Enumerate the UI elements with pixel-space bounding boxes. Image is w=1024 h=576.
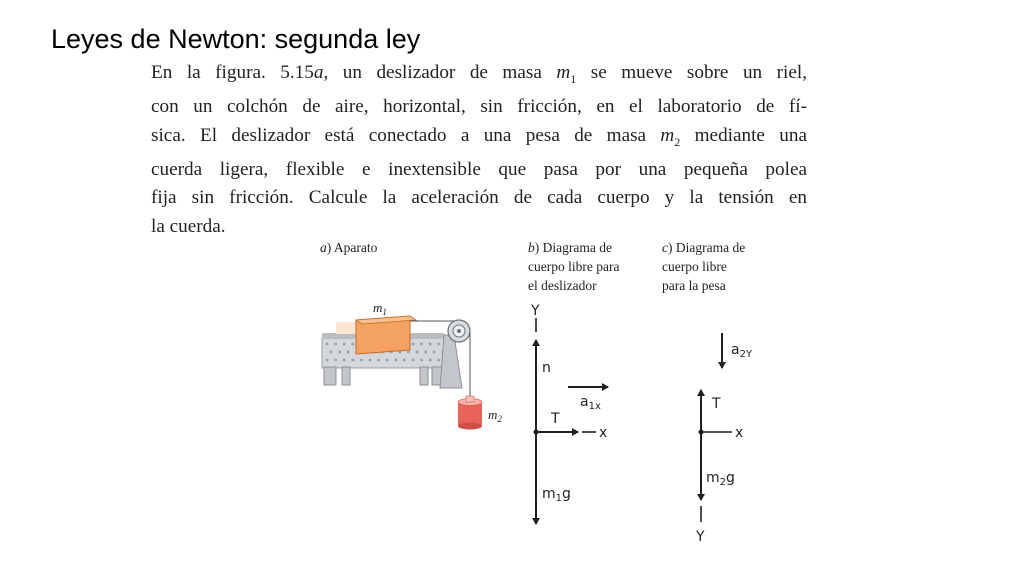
track-hole [412, 343, 415, 346]
hanging-weight [458, 396, 482, 430]
weight-free-body-diagram [695, 333, 753, 545]
track-hole [386, 359, 389, 362]
normal-force-label: n [542, 360, 551, 376]
track-hole [351, 343, 354, 346]
track-hole [326, 359, 329, 362]
problem-line-3: sica. El deslizador está conectado a una pesa de masa $m_2$ mediante una [151, 124, 807, 149]
track-hole [424, 351, 427, 354]
pulley [448, 320, 470, 342]
tension-label-c: T [712, 396, 721, 412]
track-hole [437, 343, 440, 346]
problem-line-6: la cuerda. [151, 215, 226, 237]
pulley-stand [440, 335, 462, 388]
axis-x-label-c: x [735, 425, 744, 441]
track-hole [338, 351, 341, 354]
weight-label-b: $m_1g$ [542, 486, 571, 504]
glider-glow [336, 322, 358, 334]
track-hole [420, 359, 423, 362]
track-hole [334, 359, 337, 362]
m2-label: $m_2$ [488, 407, 502, 424]
track-hole [334, 343, 337, 346]
m1-label: $m_1$ [373, 300, 387, 317]
track-hole [347, 351, 350, 354]
track-hole [403, 359, 406, 362]
track-hole [416, 351, 419, 354]
problem-line-4: cuerda ligera, flexible e inextensible que pasa por una pequeña polea [151, 158, 807, 180]
tension-label-b: T [551, 411, 560, 427]
track-hole [412, 359, 415, 362]
track-hole [343, 359, 346, 362]
problem-line-5: fija sin fricción. Calcule la aceleración de cada cuerpo y la tensión en [151, 187, 807, 209]
track-hole [429, 359, 432, 362]
glider [356, 316, 416, 354]
track-hole [429, 343, 432, 346]
axis-x-label-b: x [599, 425, 608, 441]
weight-label-c: $m_2g$ [706, 470, 735, 488]
axis-y-label-c: Y [696, 529, 705, 545]
track-hole [420, 343, 423, 346]
track-hole [437, 359, 440, 362]
track-hole [360, 359, 363, 362]
acceleration-label-c: $a_{2Y}$ [731, 342, 753, 360]
problem-line-1: En la figura. 5.15a, un deslizador de masa $m_1$ se mueve sobre un riel, [151, 62, 807, 86]
axis-y-label-b: Y [531, 303, 540, 319]
glider-free-body-diagram [530, 303, 608, 524]
track-hole [326, 343, 329, 346]
slide-title: Leyes de Newton: segunda ley [51, 24, 421, 54]
track-hole [351, 359, 354, 362]
track-hole [369, 359, 372, 362]
caption-glider-fbd: b) Diagrama de cuerpo libre para el deslizador [528, 240, 620, 293]
origin-b [534, 430, 539, 435]
track-hole [377, 359, 380, 362]
track-hole [407, 351, 410, 354]
acceleration-label-b: $a_{1x}$ [580, 394, 601, 412]
caption-weight-fbd: c) Diagrama de cuerpo libre para la pesa [662, 240, 746, 293]
apparatus-illustration [322, 300, 502, 430]
track-hole [330, 351, 333, 354]
track-hole [343, 343, 346, 346]
track-hole [394, 359, 397, 362]
track-hole [433, 351, 436, 354]
caption-apparatus: a) Aparato [320, 240, 378, 255]
problem-line-2: con un colchón de aire, horizontal, sin fricción, en el laboratorio de fí- [151, 96, 807, 118]
